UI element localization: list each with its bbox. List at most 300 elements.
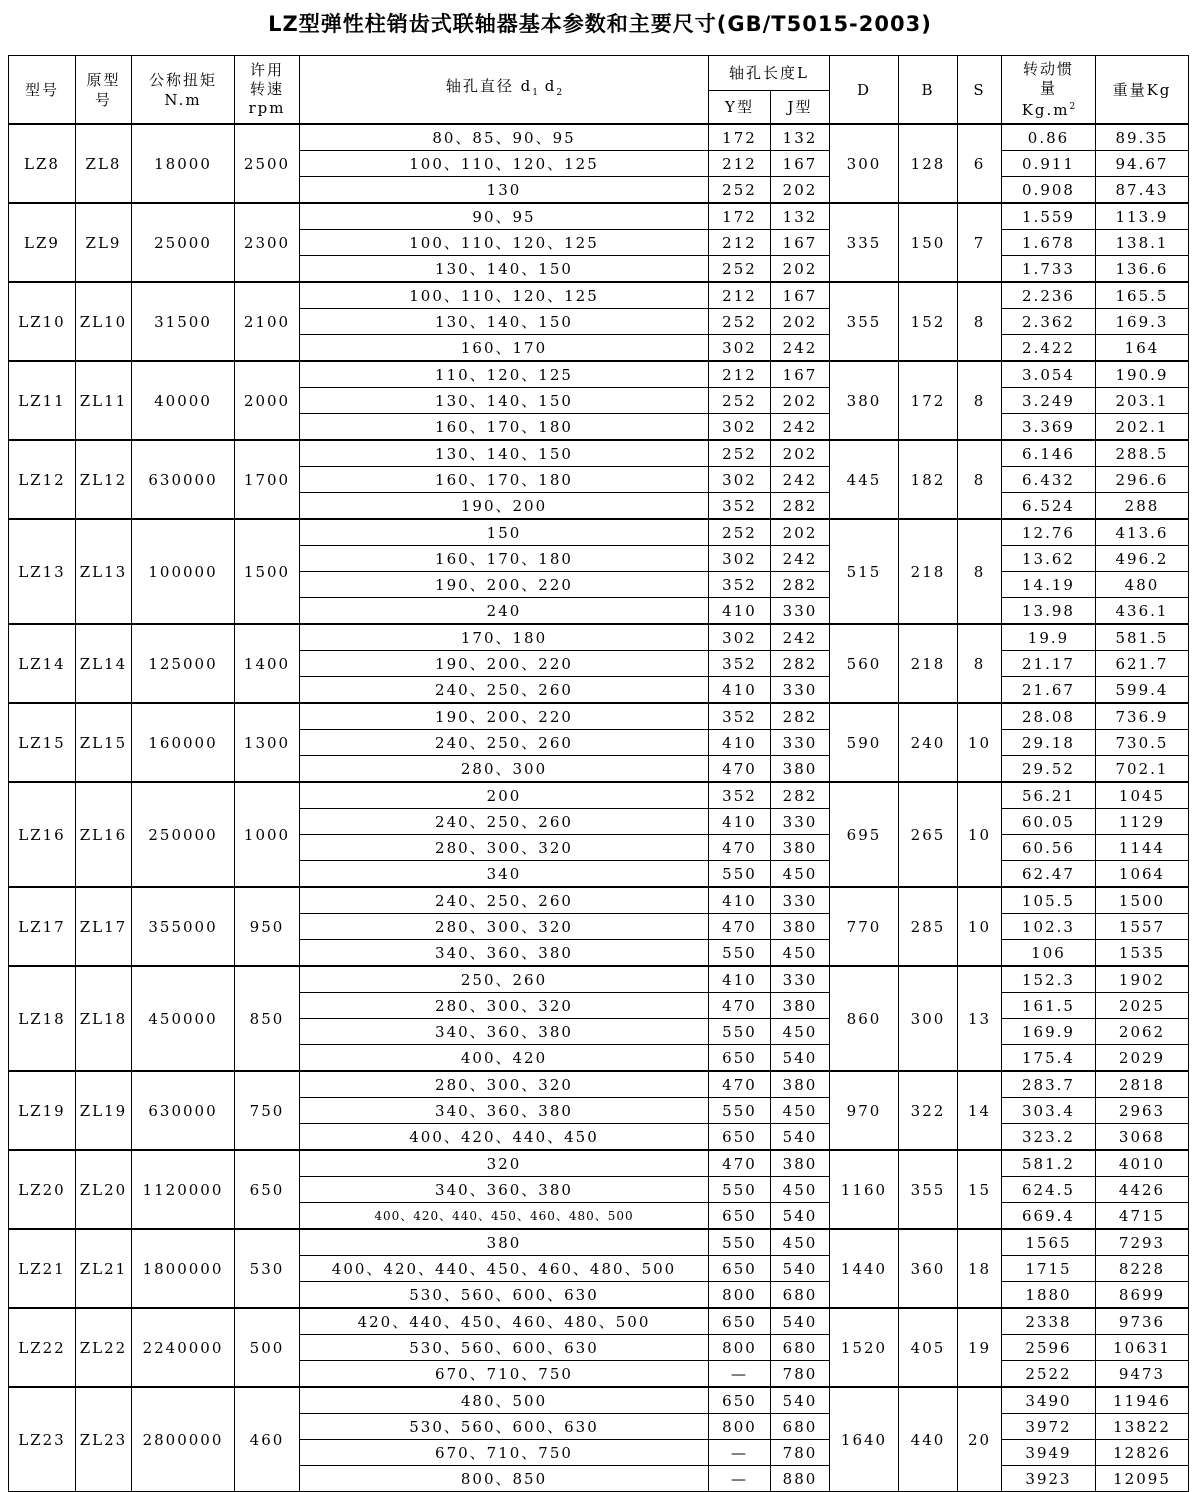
cell-weight: 730.5 (1096, 730, 1189, 756)
cell-weight: 113.9 (1096, 203, 1189, 230)
cell-j-length: 680 (771, 1282, 830, 1309)
cell-weight: 94.67 (1096, 151, 1189, 177)
cell-model: LZ11 (9, 361, 76, 440)
cell-orig-model: ZL18 (76, 966, 132, 1071)
cell-j-length: 167 (771, 282, 830, 309)
cell-j-length: 540 (771, 1387, 830, 1414)
table-row (9, 624, 1189, 651)
cell-y-length: 470 (709, 914, 771, 940)
cell-model: LZ21 (9, 1229, 76, 1308)
cell-speed: 1300 (235, 703, 300, 782)
cell-j-length: 540 (771, 1256, 830, 1282)
cell-inertia: 1880 (1002, 1282, 1096, 1309)
cell-S: 8 (958, 440, 1002, 519)
cell-j-length: 167 (771, 361, 830, 388)
cell-speed: 2300 (235, 203, 300, 282)
cell-bore-diameter: 130 (300, 177, 709, 204)
cell-weight: 164 (1096, 335, 1189, 362)
cell-y-length: 352 (709, 493, 771, 520)
cell-weight: 2963 (1096, 1098, 1189, 1124)
cell-bore-diameter: 800、850 (300, 1466, 709, 1492)
cell-j-length: 380 (771, 1071, 830, 1098)
cell-inertia: 3972 (1002, 1414, 1096, 1440)
cell-B: 218 (899, 519, 958, 624)
cell-B: 172 (899, 361, 958, 440)
cell-bore-diameter: 80、85、90、95 (300, 124, 709, 151)
cell-j-length: 450 (771, 1098, 830, 1124)
cell-bore-diameter: 130、140、150 (300, 309, 709, 335)
cell-weight: 202.1 (1096, 414, 1189, 441)
cell-weight: 1129 (1096, 809, 1189, 835)
cell-inertia: 0.908 (1002, 177, 1096, 204)
cell-speed: 850 (235, 966, 300, 1071)
cell-inertia: 2596 (1002, 1335, 1096, 1361)
cell-y-length: 550 (709, 940, 771, 967)
table-row (9, 1071, 1189, 1098)
header-model: 型号 (9, 56, 76, 125)
cell-speed: 2500 (235, 124, 300, 203)
table-row (9, 1387, 1189, 1414)
cell-bore-diameter: 240、250、260 (300, 677, 709, 704)
cell-y-length: — (709, 1440, 771, 1466)
cell-bore-diameter: 340、360、380 (300, 1019, 709, 1045)
cell-y-length: 800 (709, 1335, 771, 1361)
cell-y-length: 470 (709, 1150, 771, 1177)
cell-inertia: 3923 (1002, 1466, 1096, 1492)
cell-torque: 2800000 (132, 1387, 235, 1492)
cell-inertia: 2522 (1002, 1361, 1096, 1388)
cell-bore-diameter: 110、120、125 (300, 361, 709, 388)
table-header (9, 56, 1189, 125)
cell-model: LZ22 (9, 1308, 76, 1387)
cell-y-length: 470 (709, 756, 771, 783)
page-title: LZ型弹性柱销齿式联轴器基本参数和主要尺寸(GB/T5015-2003) (268, 12, 932, 36)
cell-speed: 500 (235, 1308, 300, 1387)
cell-j-length: 132 (771, 124, 830, 151)
cell-j-length: 330 (771, 677, 830, 704)
cell-S: 6 (958, 124, 1002, 203)
cell-model: LZ19 (9, 1071, 76, 1150)
cell-y-length: 650 (709, 1387, 771, 1414)
cell-inertia: 29.18 (1002, 730, 1096, 756)
cell-speed: 950 (235, 887, 300, 966)
cell-orig-model: ZL9 (76, 203, 132, 282)
cell-j-length: 880 (771, 1466, 830, 1492)
cell-S: 8 (958, 624, 1002, 703)
cell-bore-diameter: 670、710、750 (300, 1361, 709, 1388)
cell-bore-diameter: 170、180 (300, 624, 709, 651)
cell-weight: 480 (1096, 572, 1189, 598)
cell-torque: 2240000 (132, 1308, 235, 1387)
cell-j-length: 380 (771, 1150, 830, 1177)
cell-orig-model: ZL17 (76, 887, 132, 966)
cell-S: 19 (958, 1308, 1002, 1387)
cell-inertia: 581.2 (1002, 1150, 1096, 1177)
header-torque-line2: N.m (164, 90, 202, 109)
cell-orig-model: ZL16 (76, 782, 132, 887)
cell-bore-diameter: 190、200、220 (300, 703, 709, 730)
cell-bore-diameter: 150 (300, 519, 709, 546)
cell-D: 515 (830, 519, 899, 624)
cell-inertia: 669.4 (1002, 1203, 1096, 1230)
cell-inertia: 0.86 (1002, 124, 1096, 151)
model-group (9, 282, 1189, 361)
cell-j-length: 202 (771, 177, 830, 204)
cell-inertia: 2.422 (1002, 335, 1096, 362)
cell-model: LZ13 (9, 519, 76, 624)
cell-weight: 87.43 (1096, 177, 1189, 204)
cell-weight: 2025 (1096, 993, 1189, 1019)
cell-inertia: 1.559 (1002, 203, 1096, 230)
cell-j-length: 202 (771, 256, 830, 283)
cell-j-length: 380 (771, 756, 830, 783)
cell-D: 590 (830, 703, 899, 782)
cell-torque: 100000 (132, 519, 235, 624)
model-group (9, 1071, 1189, 1150)
cell-y-length: 252 (709, 519, 771, 546)
cell-model: LZ15 (9, 703, 76, 782)
cell-j-length: 380 (771, 993, 830, 1019)
cell-inertia: 3949 (1002, 1440, 1096, 1466)
cell-bore-diameter: 340 (300, 861, 709, 888)
cell-orig-model: ZL22 (76, 1308, 132, 1387)
cell-inertia: 1565 (1002, 1229, 1096, 1256)
cell-y-length: 550 (709, 1229, 771, 1256)
cell-D: 335 (830, 203, 899, 282)
table-row (9, 203, 1189, 230)
cell-weight: 8228 (1096, 1256, 1189, 1282)
cell-D: 1520 (830, 1308, 899, 1387)
cell-inertia: 2.362 (1002, 309, 1096, 335)
cell-y-length: 410 (709, 887, 771, 914)
cell-bore-diameter: 480、500 (300, 1387, 709, 1414)
cell-inertia: 12.76 (1002, 519, 1096, 546)
cell-weight: 89.35 (1096, 124, 1189, 151)
cell-D: 445 (830, 440, 899, 519)
cell-weight: 288 (1096, 493, 1189, 520)
cell-B: 440 (899, 1387, 958, 1492)
cell-y-length: 410 (709, 677, 771, 704)
cell-D: 1440 (830, 1229, 899, 1308)
cell-B: 300 (899, 966, 958, 1071)
cell-B: 405 (899, 1308, 958, 1387)
model-group (9, 519, 1189, 624)
cell-weight: 413.6 (1096, 519, 1189, 546)
table-row (9, 966, 1189, 993)
header-y-type: Y型 (709, 91, 771, 125)
cell-j-length: 330 (771, 598, 830, 625)
cell-bore-diameter: 160、170、180 (300, 414, 709, 441)
cell-model: LZ14 (9, 624, 76, 703)
cell-model: LZ12 (9, 440, 76, 519)
table-row (9, 519, 1189, 546)
cell-orig-model: ZL19 (76, 1071, 132, 1150)
cell-D: 695 (830, 782, 899, 887)
cell-weight: 7293 (1096, 1229, 1189, 1256)
cell-bore-diameter: 280、300、320 (300, 1071, 709, 1098)
cell-bore-diameter: 190、200、220 (300, 572, 709, 598)
cell-weight: 4426 (1096, 1177, 1189, 1203)
cell-weight: 1064 (1096, 861, 1189, 888)
cell-bore-diameter: 340、360、380 (300, 1098, 709, 1124)
cell-bore-diameter: 190、200 (300, 493, 709, 520)
table-row (9, 703, 1189, 730)
cell-bore-diameter: 380 (300, 1229, 709, 1256)
cell-j-length: 242 (771, 414, 830, 441)
model-group (9, 782, 1189, 887)
table-row (9, 1150, 1189, 1177)
table-row (9, 361, 1189, 388)
cell-y-length: 302 (709, 467, 771, 493)
cell-model: LZ23 (9, 1387, 76, 1492)
cell-D: 1640 (830, 1387, 899, 1492)
cell-y-length: — (709, 1466, 771, 1492)
cell-bore-diameter: 130、140、150 (300, 440, 709, 467)
cell-weight: 3068 (1096, 1124, 1189, 1151)
cell-j-length: 450 (771, 1229, 830, 1256)
header-orig-model (76, 56, 132, 125)
model-group (9, 887, 1189, 966)
cell-j-length: 450 (771, 940, 830, 967)
cell-j-length: 540 (771, 1045, 830, 1072)
cell-speed: 2100 (235, 282, 300, 361)
header-speed-line1: 许用 (249, 61, 284, 79)
cell-inertia: 6.146 (1002, 440, 1096, 467)
cell-y-length: 410 (709, 598, 771, 625)
cell-weight: 203.1 (1096, 388, 1189, 414)
header-torque-line1: 公称扭矩 (148, 70, 217, 89)
cell-j-length: 242 (771, 546, 830, 572)
cell-j-length: 330 (771, 887, 830, 914)
cell-y-length: 550 (709, 1177, 771, 1203)
cell-inertia: 161.5 (1002, 993, 1096, 1019)
cell-weight: 2062 (1096, 1019, 1189, 1045)
cell-j-length: 167 (771, 230, 830, 256)
cell-orig-model: ZL13 (76, 519, 132, 624)
cell-torque: 450000 (132, 966, 235, 1071)
cell-y-length: 650 (709, 1256, 771, 1282)
cell-torque: 125000 (132, 624, 235, 703)
cell-S: 13 (958, 966, 1002, 1071)
cell-bore-diameter: 160、170、180 (300, 467, 709, 493)
cell-S: 20 (958, 1387, 1002, 1492)
cell-inertia: 0.911 (1002, 151, 1096, 177)
cell-inertia: 28.08 (1002, 703, 1096, 730)
cell-y-length: 800 (709, 1414, 771, 1440)
cell-bore-diameter: 160、170 (300, 335, 709, 362)
cell-y-length: 302 (709, 335, 771, 362)
header-weight: 重量Kg (1096, 56, 1189, 125)
cell-j-length: 450 (771, 861, 830, 888)
header-inertia (1002, 56, 1096, 125)
cell-bore-diameter: 530、560、600、630 (300, 1335, 709, 1361)
cell-weight: 496.2 (1096, 546, 1189, 572)
cell-bore-diameter: 250、260 (300, 966, 709, 993)
cell-y-length: 212 (709, 361, 771, 388)
cell-y-length: 302 (709, 624, 771, 651)
cell-weight: 1535 (1096, 940, 1189, 967)
model-group (9, 966, 1189, 1071)
cell-model: LZ10 (9, 282, 76, 361)
cell-inertia: 3490 (1002, 1387, 1096, 1414)
cell-y-length: 172 (709, 124, 771, 151)
cell-j-length: 540 (771, 1308, 830, 1335)
cell-orig-model: ZL21 (76, 1229, 132, 1308)
header-inertia-unit: Kg.m (1021, 100, 1070, 119)
header-inertia-sup: 2 (1069, 101, 1076, 112)
cell-weight: 4715 (1096, 1203, 1189, 1230)
cell-weight: 2818 (1096, 1071, 1189, 1098)
cell-y-length: 252 (709, 309, 771, 335)
cell-j-length: 450 (771, 1019, 830, 1045)
cell-bore-diameter: 200 (300, 782, 709, 809)
cell-bore-diameter: 190、200、220 (300, 651, 709, 677)
cell-inertia: 13.62 (1002, 546, 1096, 572)
cell-model: LZ20 (9, 1150, 76, 1229)
cell-torque: 630000 (132, 440, 235, 519)
cell-torque: 40000 (132, 361, 235, 440)
cell-inertia: 19.9 (1002, 624, 1096, 651)
cell-S: 18 (958, 1229, 1002, 1308)
cell-torque: 31500 (132, 282, 235, 361)
cell-y-length: 212 (709, 282, 771, 309)
cell-j-length: 242 (771, 467, 830, 493)
cell-bore-diameter: 340、360、380 (300, 940, 709, 967)
model-group (9, 203, 1189, 282)
cell-j-length: 282 (771, 782, 830, 809)
cell-inertia: 14.19 (1002, 572, 1096, 598)
cell-inertia: 105.5 (1002, 887, 1096, 914)
cell-bore-diameter: 280、300、320 (300, 835, 709, 861)
cell-orig-model: ZL15 (76, 703, 132, 782)
cell-weight: 136.6 (1096, 256, 1189, 283)
cell-torque: 250000 (132, 782, 235, 887)
cell-B: 150 (899, 203, 958, 282)
cell-bore-diameter: 530、560、600、630 (300, 1414, 709, 1440)
cell-y-length: 650 (709, 1124, 771, 1151)
cell-orig-model: ZL10 (76, 282, 132, 361)
cell-inertia: 102.3 (1002, 914, 1096, 940)
cell-inertia: 3.054 (1002, 361, 1096, 388)
cell-bore-diameter: 530、560、600、630 (300, 1282, 709, 1309)
cell-weight: 8699 (1096, 1282, 1189, 1309)
cell-j-length: 242 (771, 335, 830, 362)
cell-bore-diameter: 240、250、260 (300, 809, 709, 835)
cell-orig-model: ZL8 (76, 124, 132, 203)
cell-y-length: 650 (709, 1045, 771, 1072)
cell-inertia: 60.56 (1002, 835, 1096, 861)
cell-bore-diameter: 130、140、150 (300, 388, 709, 414)
cell-model: LZ17 (9, 887, 76, 966)
cell-j-length: 380 (771, 835, 830, 861)
cell-torque: 18000 (132, 124, 235, 203)
cell-B: 240 (899, 703, 958, 782)
cell-model: LZ9 (9, 203, 76, 282)
cell-y-length: 352 (709, 651, 771, 677)
cell-inertia: 175.4 (1002, 1045, 1096, 1072)
cell-j-length: 282 (771, 651, 830, 677)
cell-torque: 1120000 (132, 1150, 235, 1229)
cell-y-length: 650 (709, 1308, 771, 1335)
cell-bore-diameter: 400、420、440、450、460、480、500 (300, 1256, 709, 1282)
cell-inertia: 3.369 (1002, 414, 1096, 441)
cell-weight: 581.5 (1096, 624, 1189, 651)
header-bore-text: 轴孔直径 d (445, 77, 533, 95)
cell-S: 7 (958, 203, 1002, 282)
cell-weight: 12095 (1096, 1466, 1189, 1492)
cell-weight: 10631 (1096, 1335, 1189, 1361)
cell-inertia: 169.9 (1002, 1019, 1096, 1045)
cell-S: 8 (958, 282, 1002, 361)
cell-bore-diameter: 280、300、320 (300, 993, 709, 1019)
cell-weight: 165.5 (1096, 282, 1189, 309)
model-group (9, 1229, 1189, 1308)
cell-inertia: 62.47 (1002, 861, 1096, 888)
cell-speed: 1000 (235, 782, 300, 887)
header-S: S (958, 56, 1002, 125)
model-group (9, 440, 1189, 519)
header-inertia-line1: 转动惯 (1022, 59, 1074, 78)
cell-weight: 138.1 (1096, 230, 1189, 256)
cell-y-length: 550 (709, 1098, 771, 1124)
cell-inertia: 21.67 (1002, 677, 1096, 704)
header-bore-sub1: 1 (532, 88, 538, 98)
table-row (9, 1308, 1189, 1335)
cell-bore-diameter: 340、360、380 (300, 1177, 709, 1203)
header-torque (132, 56, 235, 125)
cell-inertia: 303.4 (1002, 1098, 1096, 1124)
cell-orig-model: ZL20 (76, 1150, 132, 1229)
cell-weight: 296.6 (1096, 467, 1189, 493)
cell-model: LZ8 (9, 124, 76, 203)
cell-B: 360 (899, 1229, 958, 1308)
cell-bore-diameter: 90、95 (300, 203, 709, 230)
cell-j-length: 680 (771, 1335, 830, 1361)
cell-bore-diameter: 400、420 (300, 1045, 709, 1072)
cell-inertia: 6.524 (1002, 493, 1096, 520)
cell-speed: 1400 (235, 624, 300, 703)
cell-weight: 1557 (1096, 914, 1189, 940)
header-speed (235, 56, 300, 125)
header-bore-diameter (300, 56, 709, 125)
cell-j-length: 242 (771, 624, 830, 651)
cell-bore-diameter: 240 (300, 598, 709, 625)
cell-S: 10 (958, 782, 1002, 887)
cell-y-length: 410 (709, 730, 771, 756)
cell-inertia: 21.17 (1002, 651, 1096, 677)
cell-y-length: 212 (709, 151, 771, 177)
table-row (9, 782, 1189, 809)
cell-j-length: 202 (771, 388, 830, 414)
header-orig-line2: 号 (94, 90, 112, 109)
cell-bore-diameter: 160、170、180 (300, 546, 709, 572)
header-bore-sub2: 2 (556, 88, 563, 98)
cell-inertia: 1.678 (1002, 230, 1096, 256)
cell-j-length: 680 (771, 1414, 830, 1440)
cell-bore-diameter: 280、300、320 (300, 914, 709, 940)
cell-weight: 621.7 (1096, 651, 1189, 677)
cell-inertia: 624.5 (1002, 1177, 1096, 1203)
cell-bore-diameter: 320 (300, 1150, 709, 1177)
model-group (9, 124, 1189, 203)
cell-y-length: 252 (709, 177, 771, 204)
cell-weight: 9473 (1096, 1361, 1189, 1388)
table-row (9, 282, 1189, 309)
cell-model: LZ16 (9, 782, 76, 887)
cell-j-length: 282 (771, 703, 830, 730)
header-bore-length: 轴孔长度L (709, 56, 830, 91)
cell-orig-model: ZL14 (76, 624, 132, 703)
